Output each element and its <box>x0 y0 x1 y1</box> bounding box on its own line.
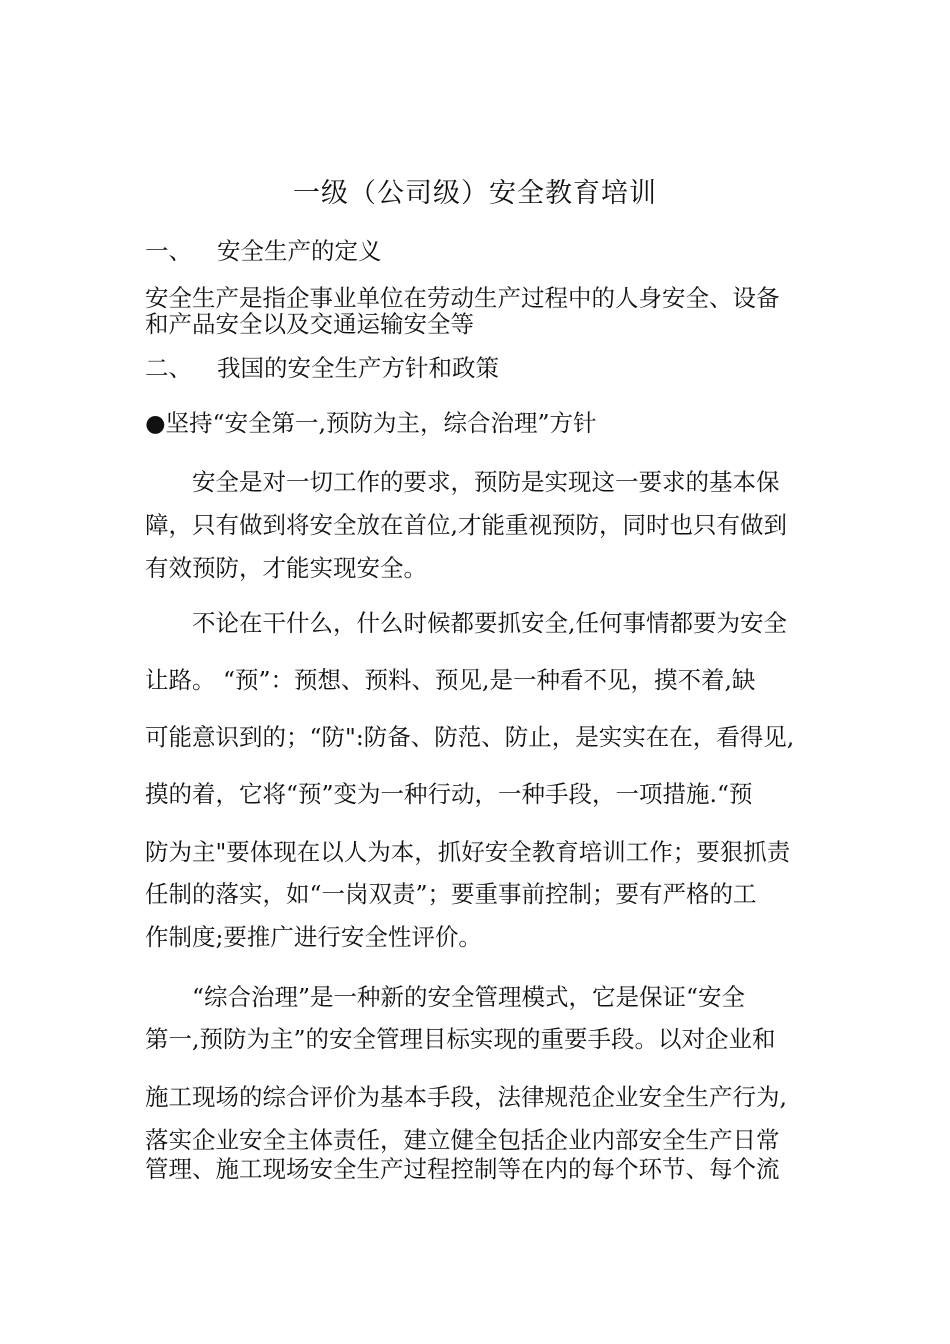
para-1-line-2: 和产品安全以及交通运输安全等 <box>145 310 474 338</box>
para-1-line-1: 安全生产是指企事业单位在劳动生产过程中的人身安全、设备 <box>145 284 780 312</box>
para-2-line-2: 障，只有做到将安全放在首位,才能重视预防，同时也只有做到 <box>145 511 787 539</box>
section-1-number: 一、 <box>145 237 192 265</box>
bullet-policy: ●坚持“安全第一,预防为主，综合治理”方针 <box>145 409 597 437</box>
para-3-line-2: 让路。 “预”：预想、预料、预见,是一种看不见，摸不着,缺 <box>145 666 756 694</box>
section-2-number: 二、 <box>145 354 192 382</box>
para-3-line-5: 防为主"要体现在以人为本，抓好安全教育培训工作；要狠抓责 <box>145 838 791 866</box>
para-4-line-3: 施工现场的综合评价为基本手段，法律规范企业安全生产行为, <box>145 1083 787 1111</box>
section-2-heading <box>145 353 499 383</box>
para-3-line-4: 摸的着，它将“预”变为一种行动，一种手段，一项措施.“预 <box>145 780 753 808</box>
para-4-line-2: 第一,预防为主”的安全管理目标实现的重要手段。以对企业和 <box>145 1025 776 1053</box>
para-3-line-6: 任制的落实，如“一岗双责”；要重事前控制；要有严格的工 <box>145 880 757 908</box>
para-3-line-7: 作制度;要推广进行安全性评价。 <box>145 923 482 951</box>
para-4-line-1: “综合治理”是一种新的安全管理模式，它是保证“安全 <box>192 983 746 1011</box>
section-1-title: 安全生产的定义 <box>217 237 382 265</box>
para-3-line-3: 可能意识到的；“防":防备、防范、防止，是实实在在，看得见, <box>145 723 795 751</box>
para-4-line-4: 落实企业安全主体责任，建立健全包括企业内部安全生产日常 <box>145 1126 780 1154</box>
para-2-line-1: 安全是对一切工作的要求，预防是实现这一要求的基本保 <box>192 468 780 496</box>
section-2-title: 我国的安全生产方针和政策 <box>217 354 499 382</box>
document-title: 一级（公司级）安全教育培训 <box>293 178 657 209</box>
section-1-heading <box>145 236 382 266</box>
para-3-line-1: 不论在干什么，什么时候都要抓安全,任何事情都要为安全 <box>192 609 787 637</box>
para-4-line-5: 管理、施工现场安全生产过程控制等在内的每个环节、每个流 <box>145 1155 780 1183</box>
para-2-line-3: 有效预防，才能实现安全。 <box>145 554 427 582</box>
